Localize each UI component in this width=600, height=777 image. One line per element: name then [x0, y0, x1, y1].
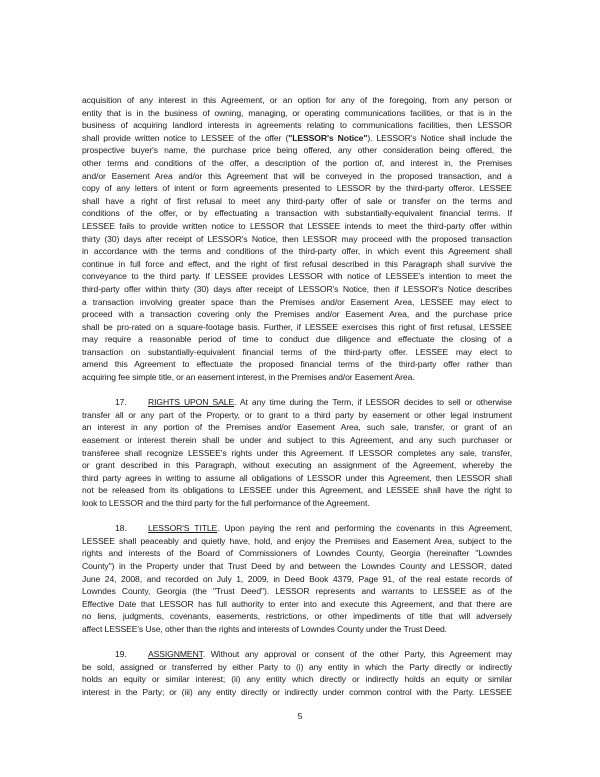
- page-number: 5: [297, 711, 303, 721]
- text-line: easement or interest therein shall be under and subject to this Agreement, and any such purchaser or: [82, 435, 512, 446]
- paragraph-16-continued: [82, 94, 512, 384]
- text-line: holds an equity or similar interest; (ii) any entity which directly or indirectly holds an equity or similar: [82, 674, 512, 685]
- text-line: shall be pro-rated on a square-footage basis. Further, if LESSEE exercises this right of first refusal, LESSEE: [82, 321, 512, 332]
- paragraph-number: 19.: [115, 649, 127, 660]
- text-line: shall have a right of first refusal to meet any third-party offer of sale or transfer on the terms and: [82, 195, 512, 206]
- text-line: [82, 522, 512, 535]
- text-line: third-party offer within thirty (30) days after receipt of LESSOR's Notice, then if LESSOR's Notice describes: [82, 283, 512, 294]
- paragraph-18-lessors-title: [82, 522, 512, 635]
- text-line: and/or Easement Area and/or this Agreement that will be conveyed in the proposed transaction, and a: [82, 170, 512, 181]
- text-line: rights and interests of the Board of Commissioners of Lowndes County, Georgia (hereinafter "Lowndes: [82, 548, 512, 559]
- text-line: affect LESSEE's Use, other than the rights and interests of Lowndes County under the Trust Deed.: [82, 623, 447, 634]
- text-line: [82, 648, 512, 661]
- text-line: may require a reasonable period of time to conduct due diligence and effectuate the closing of a: [82, 334, 512, 345]
- line-text: . Without any approval or consent of the other Party, this Agreement may: [202, 649, 512, 660]
- text-line: amend this Agreement to effectuate the proposed financial terms of the third-party offer rather than: [82, 359, 512, 370]
- text-line: business of acquiring landlord interests in agreements relating to communications facilities, then LESSOR: [82, 120, 512, 131]
- paragraph-number: 17.: [115, 397, 127, 408]
- text-line: interest in the Party; or (iii) any entity directly or indirectly under common control with the Party. LESSEE: [82, 686, 512, 697]
- text-line: continue in full force and effect, and the right of first refusal described in this Paragraph shall survive the: [82, 258, 512, 269]
- line-text: shall provide written notice to LESSEE of the offer (: [82, 132, 289, 143]
- paragraph-heading: LESSOR'S TITLE: [148, 523, 218, 534]
- text-line: look to LESSOR and the third party for the full performance of the Agreement.: [82, 498, 370, 508]
- text-line: thirty (30) days after receipt of LESSOR's Notice, then LESSOR may proceed with the proposed transaction: [82, 233, 512, 244]
- text-line: entity that is in the business of owning, managing, or operating communications facilities, or that is in the: [82, 107, 512, 118]
- text-line: proceed with a transaction covering only the Premises and/or Easement Area, and the purchase price: [82, 309, 512, 320]
- text-line: third party agrees in writing to assume all obligations of LESSOR under this Agreement, then LESSOR shall: [82, 472, 512, 483]
- paragraph-17-rights-upon-sale: [82, 396, 512, 509]
- defined-term-lessors-notice: "LESSOR's Notice": [288, 132, 368, 143]
- text-line: copy of any letters of intent or form agreements presented to LESSOR by the third-party offeror. LESSEE: [82, 183, 512, 194]
- text-line: [82, 396, 512, 409]
- paragraph-heading: RIGHTS UPON SALE: [148, 397, 235, 408]
- text-line: be sold, assigned or transferred by either Party to (i) any entity in which the Party directly or indirectly: [82, 661, 512, 672]
- text-line: in accordance with the terms and conditions of the third-party offer, in which event this Agreement shall: [82, 246, 512, 257]
- text-line: other terms and conditions of the offer, a description of the portion of, and interest in, the Premises: [82, 157, 512, 168]
- line-text: . Upon paying the rent and performing the covenants in this Agreement,: [217, 523, 512, 534]
- text-line: Effective Date that LESSOR has full authority to enter into and execute this Agreement, and that there are: [82, 598, 512, 609]
- text-line: LESSEE fails to provide written notice to LESSOR that LESSEE intends to meet the third-party offer within: [82, 220, 512, 231]
- text-line: no liens, judgments, covenants, easements, restrictions, or other impediments of title that will adversely: [82, 611, 512, 622]
- paragraph-heading: ASSIGNMENT: [148, 649, 203, 660]
- text-line: County") in the Property under that Trust Deed by and between the Lowndes County and LESSOR, dated: [82, 560, 512, 571]
- paragraph-number: 18.: [115, 523, 127, 534]
- text-line: not be released from its obligations to LESSEE under this Agreement, and LESSEE shall have the right to: [82, 485, 512, 496]
- line-text: ). LESSOR's Notice shall include the: [367, 132, 512, 143]
- text-line: Lowndes County, Georgia (the "Trust Deed"). LESSOR represents and warrants to LESSEE as of the: [82, 586, 512, 597]
- text-line: a transaction involving greater space than the Premises and/or Easement Area, LESSEE may elect to: [82, 296, 512, 307]
- text-line: transfer all or any part of the Property, or to grant to a third party by easement or other legal instrument: [82, 409, 512, 420]
- text-line: [82, 132, 512, 145]
- text-line: acquiring fee simple title, or an easement interest, in the Premises and/or Easement Area.: [82, 372, 415, 383]
- text-line: an interest in any portion of the Premises and/or Easement Area, such sale, transfer, or grant of an: [82, 422, 512, 433]
- text-line: conditions of the offer, or by effectuating a transaction with substantially-equivalent financial terms. If: [82, 208, 512, 219]
- text-line: conveyance to the third party. If LESSEE provides LESSOR with notice of LESSEE's intention to meet the: [82, 271, 512, 282]
- line-text: . At any time during the Term, if LESSOR decides to sell or otherwise: [234, 397, 512, 408]
- text-line: transaction on substantially-equivalent financial terms of the third-party offer. LESSEE may elect to: [82, 346, 512, 357]
- text-line: acquisition of any interest in this Agreement, or an option for any of the foregoing, from any person or: [82, 95, 512, 105]
- text-line: or grant described in this Paragraph, without executing an assignment of the Agreement, whereby the: [82, 460, 512, 471]
- text-line: LESSEE shall peaceably and quietly have, hold, and enjoy the Premises and Easement Area, subject to the: [82, 535, 512, 546]
- paragraph-19-assignment: [82, 648, 512, 698]
- text-line: prospective buyer's name, the purchase price being offered, any other consideration being offered, the: [82, 145, 512, 156]
- document-page: [82, 94, 512, 711]
- text-line: transferee shall recognize LESSEE's rights under this Agreement. If LESSOR completes any sale, transfer,: [82, 447, 512, 458]
- text-line: June 24, 2008, and recorded on July 1, 2009, in Deed Book 4379, Page 91, of the real estate records of: [82, 573, 512, 584]
